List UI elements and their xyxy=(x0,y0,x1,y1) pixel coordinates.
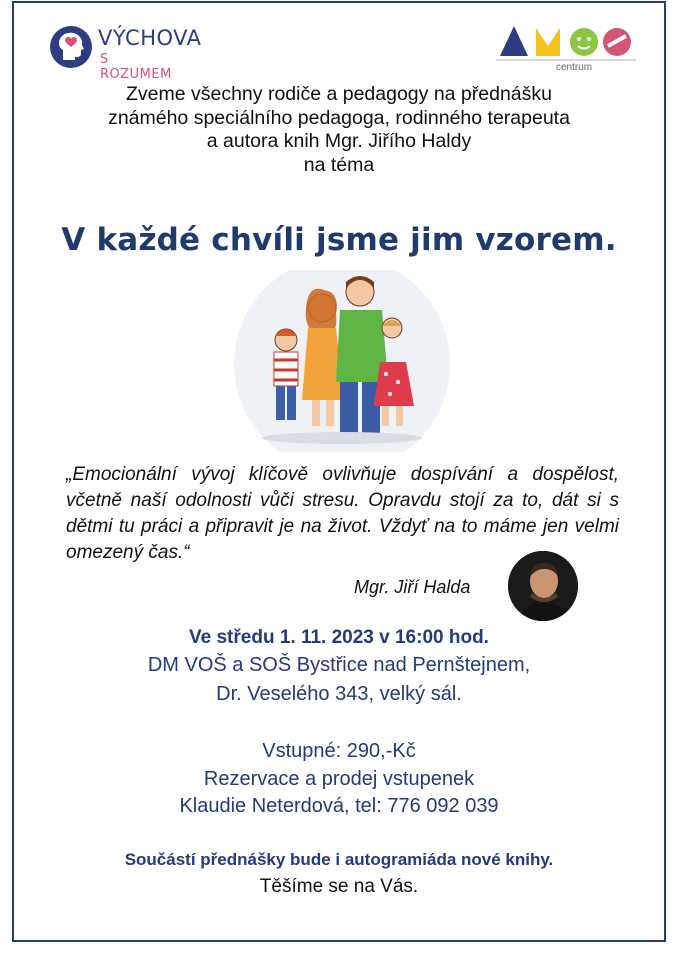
autograph-note: Součástí přednášky bude i autogramiáda nové knihy. xyxy=(124,850,554,869)
lecture-title: V každé chvíli jsme jim vzorem. xyxy=(61,222,617,258)
family-illustration xyxy=(226,270,458,452)
head-heart-icon xyxy=(50,26,92,68)
intro-line: známého speciálního pedagoga, rodinného terapeuta xyxy=(108,106,570,129)
amos-logo-icon xyxy=(496,20,636,62)
logo-right-word: centrum xyxy=(556,62,593,73)
event-price: Vstupné: 290,-Kč xyxy=(262,740,416,762)
event-address: Dr. Veselého 343, velký sál. xyxy=(216,683,462,705)
invitation-text xyxy=(12,83,666,177)
event-date: Ve středu 1. 11. 2023 v 16:00 hod. xyxy=(189,627,489,648)
closing-greeting: Těšíme se na Vás. xyxy=(259,876,419,897)
reservation-label: Rezervace a prodej vstupenek xyxy=(203,768,475,790)
event-venue: DM VOŠ a SOŠ Bystřice nad Pernštejnem, xyxy=(147,654,531,676)
vychova-s-rozumem-logo xyxy=(50,24,202,82)
quote-author: Mgr. Jiří Halda xyxy=(354,577,471,597)
amos-centrum-logo xyxy=(496,20,636,76)
intro-line: Zveme všechny rodiče a pedagogy na přednášku xyxy=(125,83,552,105)
logo-left-title: VÝCHOVA xyxy=(98,26,202,50)
quote xyxy=(66,462,619,566)
intro-line: a autora knih Mgr. Jiřího Haldy xyxy=(206,130,472,152)
quote-text: „Emocionální vývoj klíčově ovlivňuje dospívání a dospělost, včetně naší odolnosti vůči stresu. Opravdu stojí za to, dát si s dětmi tu práci a připravit je na život. Vždyť na to máme jen velmi omezený čas.“ xyxy=(66,464,619,563)
intro-line: na téma xyxy=(303,153,375,176)
logo-left-subtitle: S ROZUMEM xyxy=(100,52,172,82)
reservation-contact: Klaudie Neterdová, tel: 776 092 039 xyxy=(179,795,499,817)
author-photo xyxy=(508,551,578,621)
